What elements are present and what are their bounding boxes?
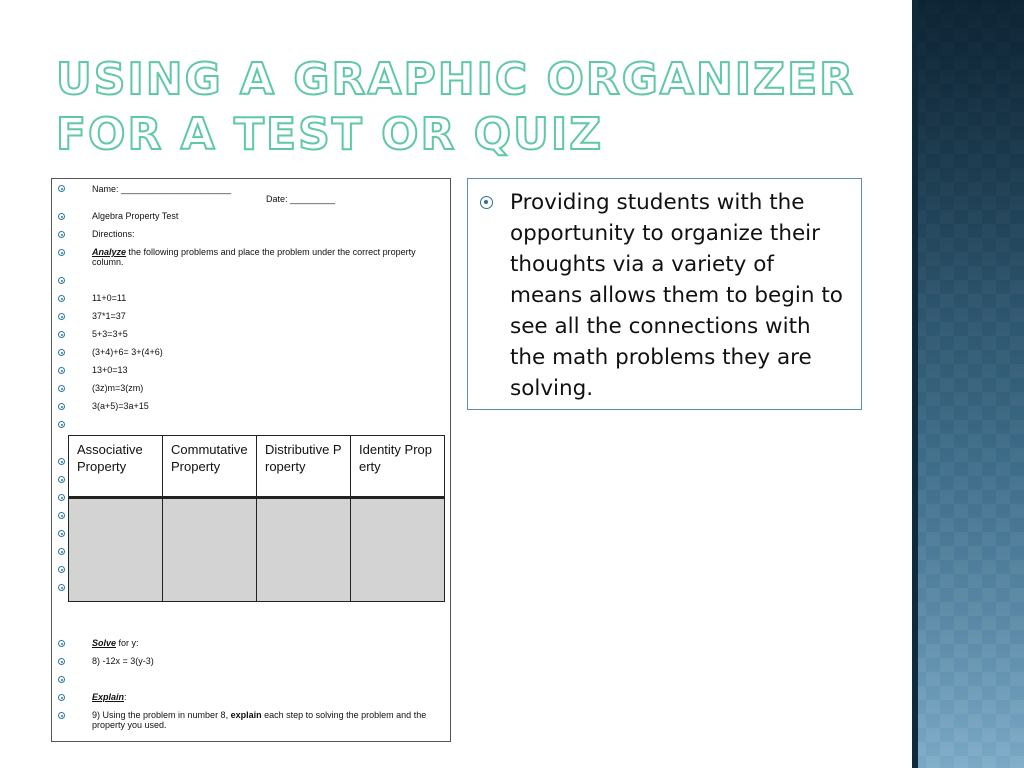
bullet-icon — [58, 421, 65, 428]
bullet-icon — [58, 213, 65, 220]
identity-cell — [351, 498, 445, 602]
problem-4: (3+4)+6= 3+(4+6) — [92, 347, 163, 357]
header-associative: Associative Property — [69, 436, 163, 498]
bullet-icon — [58, 295, 65, 302]
associative-cell — [69, 498, 163, 602]
description-text: Providing students with the opportunity to organize their thoughts via a variety of means allows them to begin to see all the connections with the math problems they are solving. — [510, 190, 843, 401]
bullet-icon — [58, 512, 65, 519]
bullet-icon — [58, 548, 65, 555]
analyze-text: the following problems and place the problem under the correct property column. — [92, 247, 416, 267]
header-identity: Identity Property — [351, 436, 445, 498]
bullet-icon — [58, 458, 65, 465]
bullet-icon — [58, 494, 65, 501]
problem-9 — [92, 710, 438, 730]
test-document-image — [51, 178, 451, 742]
solve-emphasis: Solve — [92, 638, 117, 648]
bullet-icon — [58, 185, 65, 192]
bullet-icon — [58, 331, 65, 338]
distributive-cell — [257, 498, 351, 602]
explain-emphasis: Explain — [92, 692, 125, 702]
decorative-side-band — [912, 0, 1024, 768]
bullet-icon — [58, 403, 65, 410]
bullet-icon — [58, 640, 65, 647]
test-title: Algebra Property Test — [92, 211, 179, 221]
problem-2: 37*1=37 — [92, 311, 126, 321]
bullet-icon — [58, 277, 65, 284]
solve-instruction — [92, 638, 438, 648]
date-field-label: Date: _________ — [266, 194, 336, 204]
property-organizer-table — [68, 435, 445, 602]
problem-9-post: each step to solving the problem and the property you used. — [92, 710, 427, 730]
problem-3: 5+3=3+5 — [92, 329, 128, 339]
problem-8: 8) -12x = 3(y-3) — [92, 656, 154, 666]
bullet-icon — [58, 712, 65, 719]
table-header-row — [69, 436, 445, 498]
bullet-icon — [58, 530, 65, 537]
explain-text: : — [124, 692, 127, 702]
solve-text: for y: — [116, 638, 139, 648]
bullet-icon — [58, 349, 65, 356]
bullet-icon — [58, 249, 65, 256]
problem-9-bold: explain — [230, 710, 262, 720]
problem-6: (3z)m=3(zm) — [92, 383, 144, 393]
problem-5: 13+0=13 — [92, 365, 128, 375]
bullet-icon — [58, 476, 65, 483]
bullet-icon — [58, 385, 65, 392]
bullet-icon — [58, 231, 65, 238]
explain-instruction — [92, 692, 438, 702]
bullet-icon — [58, 367, 65, 374]
name-field-label: Name: ______________________ — [92, 184, 232, 194]
slide-title: USING A GRAPHIC ORGANIZER FOR A TEST OR QUIZ — [56, 54, 856, 160]
analyze-instruction — [92, 247, 438, 267]
analyze-emphasis: Analyze — [92, 247, 127, 257]
bullet-icon — [58, 658, 65, 665]
directions-label: Directions: — [92, 229, 135, 239]
bullet-icon — [58, 694, 65, 701]
commutative-cell — [163, 498, 257, 602]
circle-dot-icon — [480, 196, 493, 209]
problem-1: 11+0=11 — [92, 293, 127, 303]
header-distributive: Distributive Property — [257, 436, 351, 498]
description-text-box — [467, 178, 862, 410]
problem-7: 3(a+5)=3a+15 — [92, 401, 149, 411]
table-row — [69, 498, 445, 602]
header-commutative: Commutative Property — [163, 436, 257, 498]
bullet-icon — [58, 566, 65, 573]
bullet-icon — [58, 313, 65, 320]
bullet-icon — [58, 676, 65, 683]
problem-9-pre: 9) Using the problem in number 8, — [92, 710, 231, 720]
bullet-icon — [58, 584, 65, 591]
